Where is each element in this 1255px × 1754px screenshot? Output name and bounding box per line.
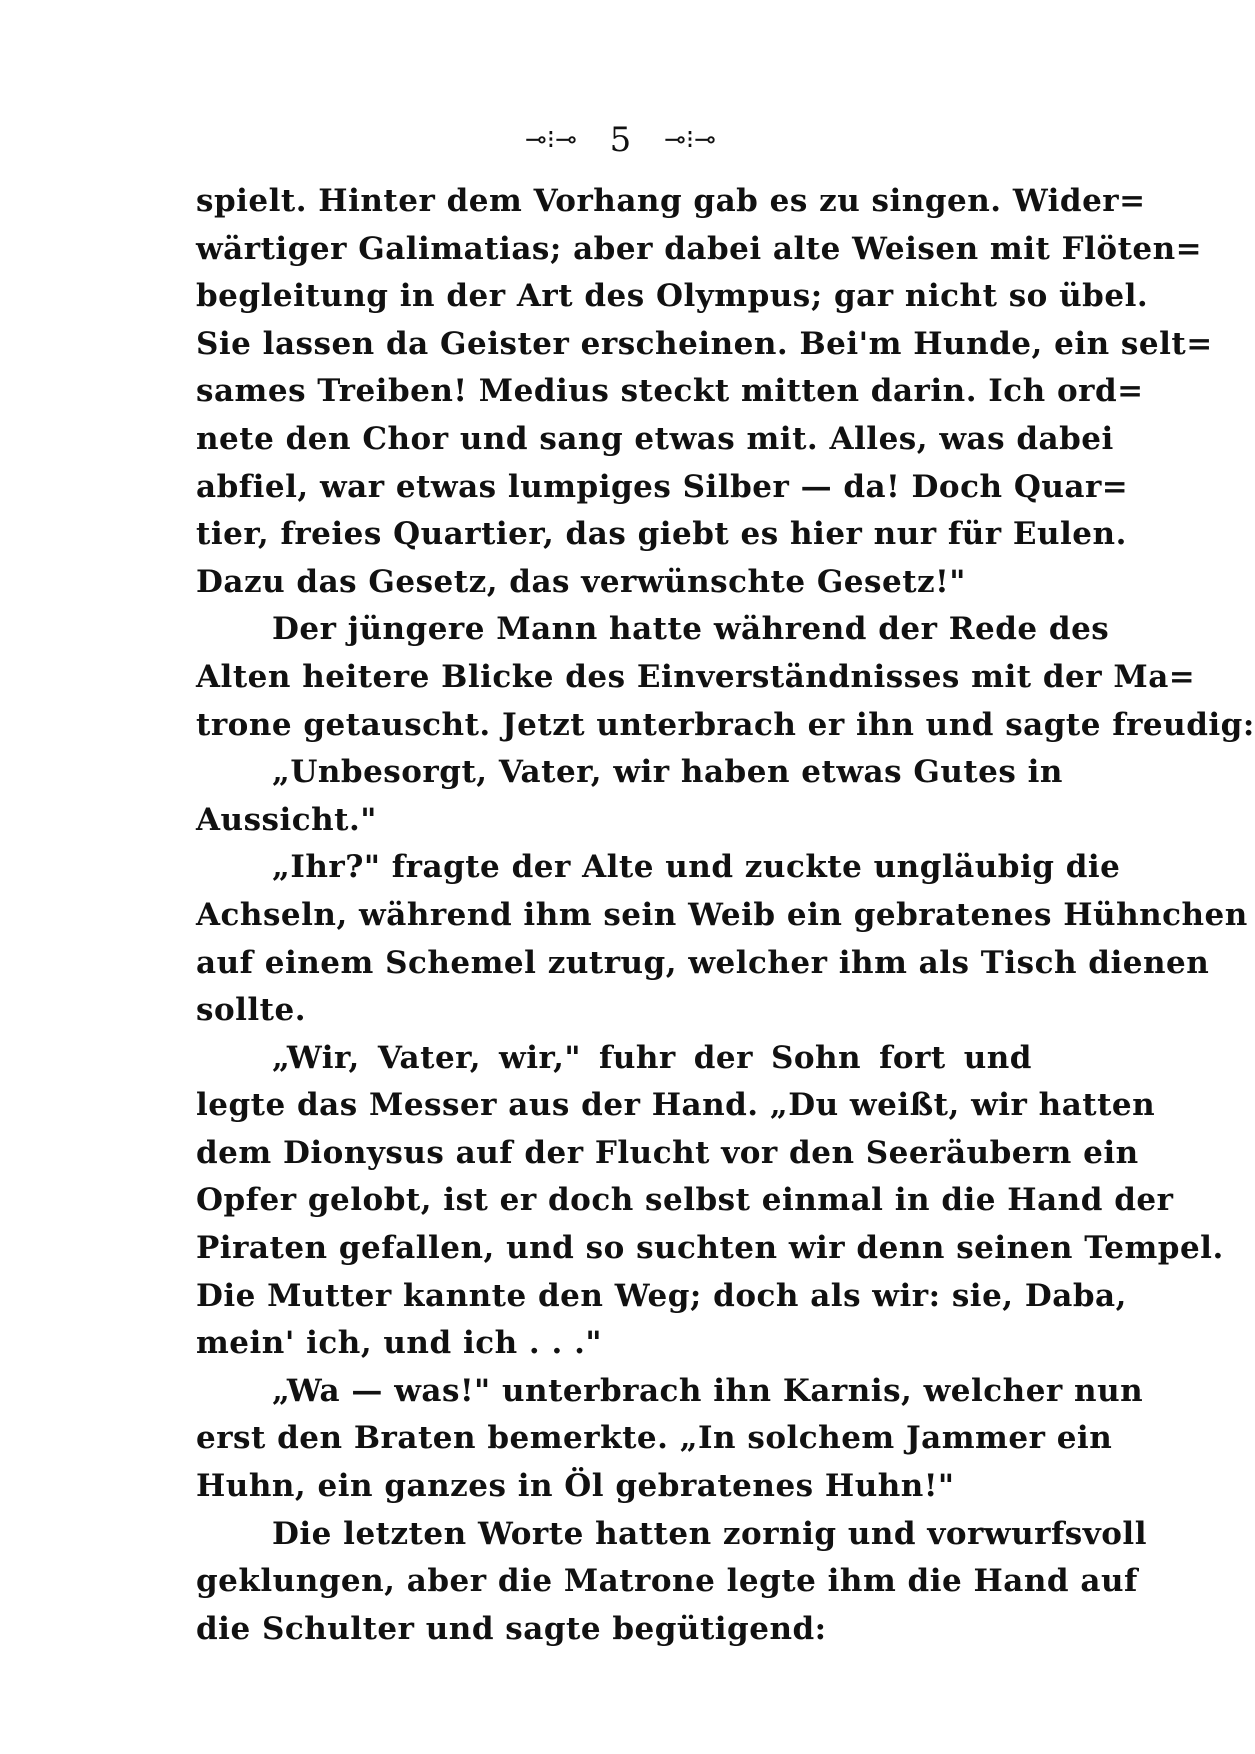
text-line: spielt. Hinter dem Vorhang gab es zu singen. Wider= <box>196 183 1146 219</box>
text-line: Aussicht." <box>196 801 377 838</box>
text-line: trone getauscht. Jetzt unterbrach er ihn und sagte freudig: <box>196 706 1255 743</box>
text-line: Opfer gelobt, ist er doch selbst einmal in die Hand der <box>196 1182 1174 1219</box>
ornament-right: ⊸⁝⊸ <box>664 125 716 155</box>
text-line: Alten heitere Blicke des Einverständnisses mit der Ma= <box>196 658 1196 695</box>
text-line: dem Dionysus auf der Flucht vor den Seeräubern ein <box>196 1134 1139 1171</box>
text-line: Sie lassen da Geister erscheinen. Bei'm Hunde, ein selt= <box>196 325 1213 362</box>
text-line: „Wir, Vater, wir," fuhr der Sohn fort und <box>272 1039 1032 1076</box>
text-line: „Unbesorgt, Vater, wir haben etwas Gutes in <box>272 754 1063 791</box>
text-line: Achseln, während ihm sein Weib ein gebratenes Hühnchen <box>196 896 1248 933</box>
text-line: „Wa — was!" unterbrach ihn Karnis, welcher nun <box>272 1372 1144 1409</box>
text-line: Der jüngere Mann hatte während der Rede des <box>272 611 1110 648</box>
text-line: sames Treiben! Medius steckt mitten darin. Ich ord= <box>196 373 1144 410</box>
page-header <box>0 118 1241 160</box>
text-line: legte das Messer aus der Hand. „Du weißt, wir hatten <box>196 1087 1156 1124</box>
text-line: mein' ich, und ich . . ." <box>196 1325 603 1362</box>
text-line: geklungen, aber die Matrone legte ihm die Hand auf <box>196 1563 1138 1600</box>
ornament-left: ⊸⁝⊸ <box>525 125 577 155</box>
page-number: 5 <box>609 120 632 160</box>
text-line: Dazu das Gesetz, das verwünschte Gesetz!" <box>196 563 966 600</box>
text-line: nete den Chor und sang etwas mit. Alles, was dabei <box>196 420 1114 457</box>
text-line: sollte. <box>196 992 307 1029</box>
text-line: Piraten gefallen, und so suchten wir denn seinen Tempel. <box>196 1230 1224 1267</box>
text-line: auf einem Schemel zutrug, welcher ihm als Tisch dienen <box>196 944 1210 981</box>
text-line: Die Mutter kannte den Weg; doch als wir: sie, Daba, <box>196 1277 1127 1314</box>
text-line: wärtiger Galimatias; aber dabei alte Weisen mit Flöten= <box>196 230 1203 267</box>
body-text <box>196 178 1255 1653</box>
text-line: Die letzten Worte hatten zornig und vorwurfsvoll <box>272 1515 1147 1552</box>
text-line: abfiel, war etwas lumpiges Silber — da! Doch Quar= <box>196 468 1129 505</box>
text-line: die Schulter und sagte begütigend: <box>196 1610 827 1647</box>
text-line: erst den Braten bemerkte. „In solchem Jammer ein <box>196 1420 1113 1457</box>
text-line: „Ihr?" fragte der Alte und zuckte ungläubig die <box>272 849 1121 886</box>
text-line: tier, freies Quartier, das giebt es hier nur für Eulen. <box>196 516 1127 553</box>
text-line: Huhn, ein ganzes in Öl gebratenes Huhn!" <box>196 1468 955 1505</box>
text-line: begleitung in der Art des Olympus; gar nicht so übel. <box>196 278 1149 315</box>
